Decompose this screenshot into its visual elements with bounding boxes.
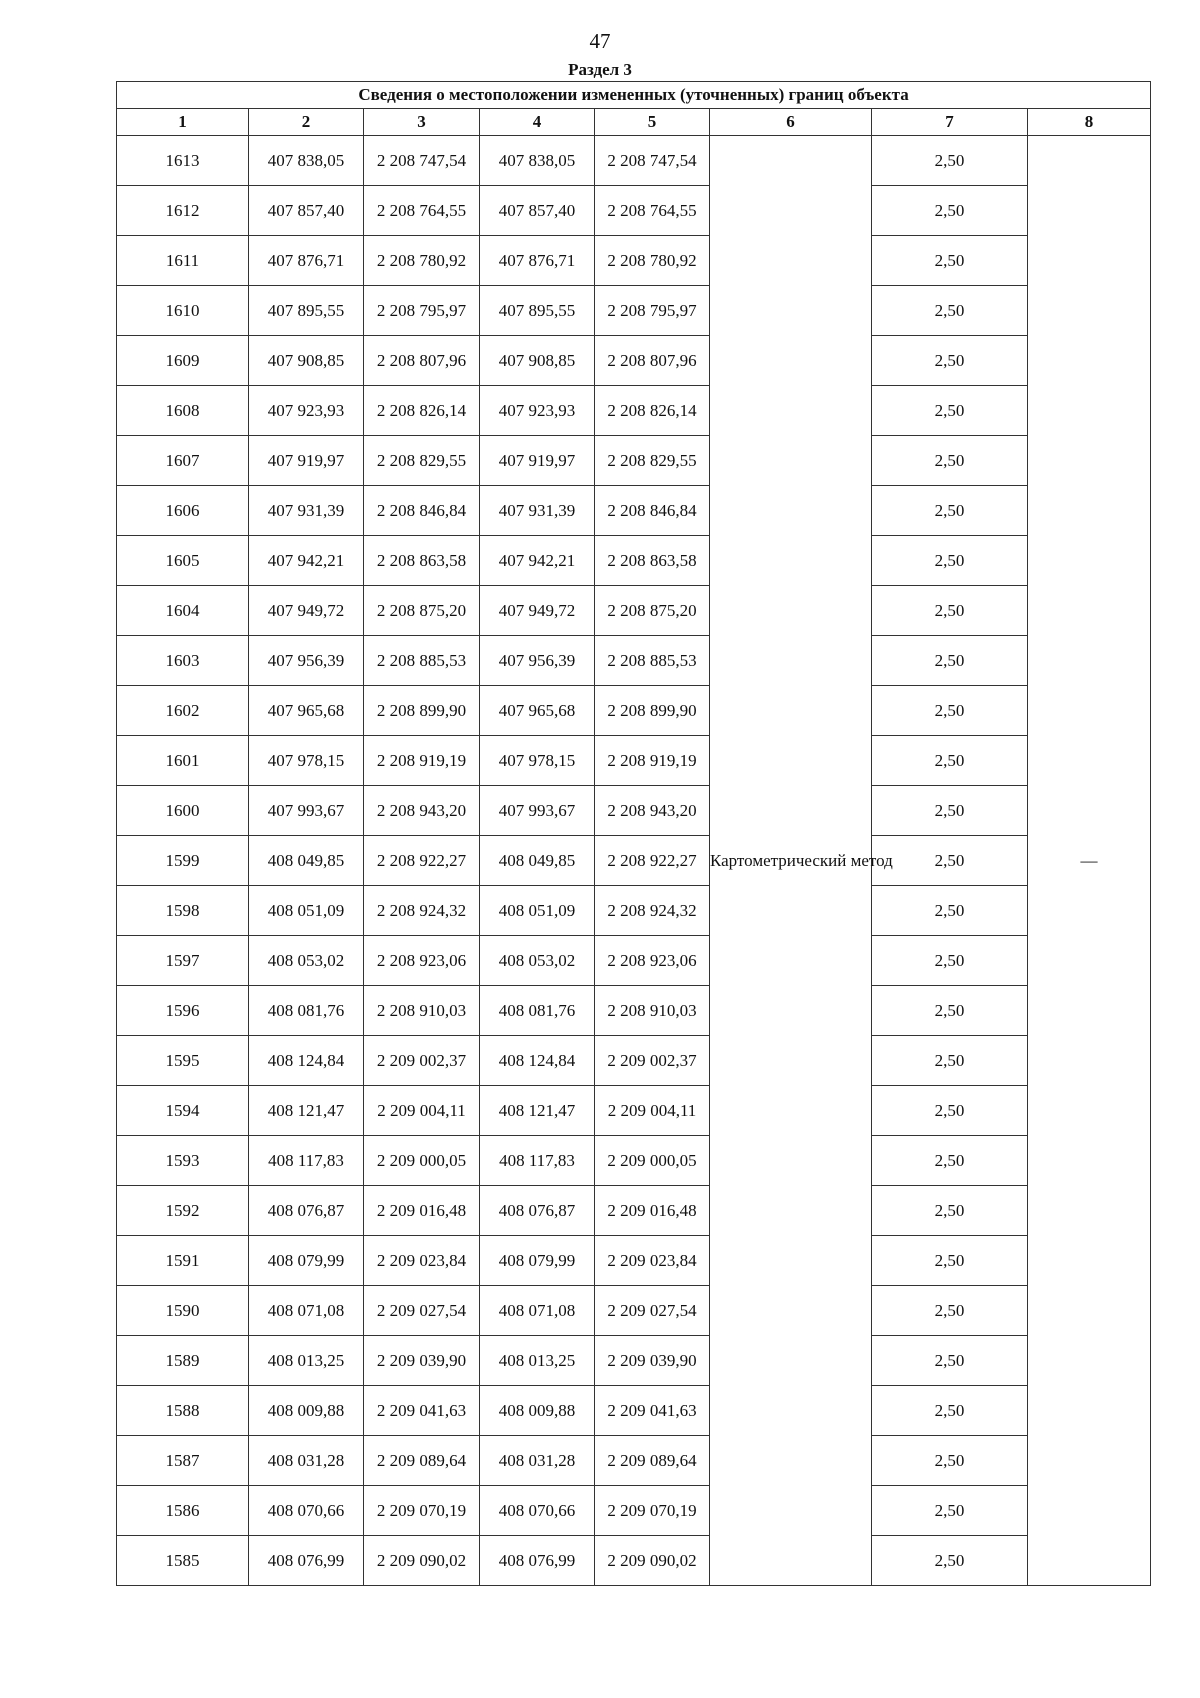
accuracy-cell: 2,50 <box>872 1386 1028 1436</box>
table-row <box>117 686 1151 736</box>
y-new-cell: 2 208 826,14 <box>595 386 710 436</box>
point-number-cell: 1592 <box>117 1186 249 1236</box>
y-old-cell: 2 208 924,32 <box>364 886 480 936</box>
table-row <box>117 536 1151 586</box>
x-new-cell: 408 081,76 <box>480 986 595 1036</box>
x-old-cell: 407 956,39 <box>249 636 364 686</box>
x-old-cell: 407 931,39 <box>249 486 364 536</box>
y-old-cell: 2 208 910,03 <box>364 986 480 1036</box>
y-new-cell: 2 208 875,20 <box>595 586 710 636</box>
point-number-cell: 1593 <box>117 1136 249 1186</box>
x-old-cell: 408 081,76 <box>249 986 364 1036</box>
y-new-cell: 2 209 000,05 <box>595 1136 710 1186</box>
y-new-cell: 2 208 807,96 <box>595 336 710 386</box>
x-new-cell: 408 071,08 <box>480 1286 595 1336</box>
point-number-cell: 1600 <box>117 786 249 836</box>
y-old-cell: 2 209 089,64 <box>364 1436 480 1486</box>
y-new-cell: 2 209 041,63 <box>595 1386 710 1436</box>
table-row <box>117 236 1151 286</box>
accuracy-cell: 2,50 <box>872 386 1028 436</box>
x-old-cell: 408 031,28 <box>249 1436 364 1486</box>
point-number-cell: 1591 <box>117 1236 249 1286</box>
x-old-cell: 407 942,21 <box>249 536 364 586</box>
x-new-cell: 408 009,88 <box>480 1386 595 1436</box>
x-new-cell: 407 857,40 <box>480 186 595 236</box>
page-number: 47 <box>589 29 611 53</box>
x-new-cell: 407 949,72 <box>480 586 595 636</box>
accuracy-cell: 2,50 <box>872 1536 1028 1586</box>
table-row <box>117 1486 1151 1536</box>
method-cell: Картометрический метод <box>710 136 872 1586</box>
accuracy-cell: 2,50 <box>872 836 1028 886</box>
x-new-cell: 407 956,39 <box>480 636 595 686</box>
y-old-cell: 2 209 070,19 <box>364 1486 480 1536</box>
accuracy-cell: 2,50 <box>872 736 1028 786</box>
x-old-cell: 407 876,71 <box>249 236 364 286</box>
accuracy-cell: 2,50 <box>872 586 1028 636</box>
accuracy-cell: 2,50 <box>872 686 1028 736</box>
y-old-cell: 2 209 000,05 <box>364 1136 480 1186</box>
table-row <box>117 886 1151 936</box>
point-number-cell: 1609 <box>117 336 249 386</box>
point-number-cell: 1594 <box>117 1086 249 1136</box>
y-old-cell: 2 208 875,20 <box>364 586 480 636</box>
y-new-cell: 2 208 885,53 <box>595 636 710 686</box>
y-new-cell: 2 209 023,84 <box>595 1236 710 1286</box>
x-new-cell: 408 076,99 <box>480 1536 595 1586</box>
x-new-cell: 408 117,83 <box>480 1136 595 1186</box>
x-new-cell: 408 124,84 <box>480 1036 595 1086</box>
table-row <box>117 386 1151 436</box>
section-title: Раздел 3 <box>568 60 632 79</box>
x-old-cell: 407 993,67 <box>249 786 364 836</box>
x-new-cell: 407 931,39 <box>480 486 595 536</box>
point-number-cell: 1607 <box>117 436 249 486</box>
y-old-cell: 2 208 923,06 <box>364 936 480 986</box>
table-row <box>117 186 1151 236</box>
table-row <box>117 286 1151 336</box>
accuracy-cell: 2,50 <box>872 1336 1028 1386</box>
y-old-cell: 2 208 899,90 <box>364 686 480 736</box>
x-old-cell: 407 895,55 <box>249 286 364 336</box>
table-row <box>117 1386 1151 1436</box>
y-new-cell: 2 209 039,90 <box>595 1336 710 1386</box>
point-number-cell: 1595 <box>117 1036 249 1086</box>
column-number: 7 <box>872 109 1028 136</box>
y-old-cell: 2 208 919,19 <box>364 736 480 786</box>
y-old-cell: 2 209 023,84 <box>364 1236 480 1286</box>
point-number-cell: 1588 <box>117 1386 249 1436</box>
point-number-cell: 1585 <box>117 1536 249 1586</box>
y-old-cell: 2 209 041,63 <box>364 1386 480 1436</box>
y-new-cell: 2 208 863,58 <box>595 536 710 586</box>
x-old-cell: 407 857,40 <box>249 186 364 236</box>
table-row <box>117 1286 1151 1336</box>
x-new-cell: 408 053,02 <box>480 936 595 986</box>
table-row <box>117 336 1151 386</box>
y-new-cell: 2 208 846,84 <box>595 486 710 536</box>
accuracy-cell: 2,50 <box>872 1086 1028 1136</box>
x-new-cell: 408 121,47 <box>480 1086 595 1136</box>
accuracy-cell: 2,50 <box>872 986 1028 1036</box>
accuracy-cell: 2,50 <box>872 536 1028 586</box>
table-row <box>117 986 1151 1036</box>
y-new-cell: 2 209 002,37 <box>595 1036 710 1086</box>
y-old-cell: 2 208 943,20 <box>364 786 480 836</box>
table-caption: Сведения о местоположении измененных (уточненных) границ объекта <box>117 82 1151 109</box>
x-new-cell: 408 049,85 <box>480 836 595 886</box>
x-old-cell: 408 053,02 <box>249 936 364 986</box>
y-old-cell: 2 208 807,96 <box>364 336 480 386</box>
y-new-cell: 2 209 090,02 <box>595 1536 710 1586</box>
table-row <box>117 736 1151 786</box>
y-old-cell: 2 208 780,92 <box>364 236 480 286</box>
point-number-cell: 1603 <box>117 636 249 686</box>
y-new-cell: 2 208 829,55 <box>595 436 710 486</box>
x-new-cell: 407 919,97 <box>480 436 595 486</box>
table-row <box>117 136 1151 186</box>
y-new-cell: 2 208 747,54 <box>595 136 710 186</box>
accuracy-cell: 2,50 <box>872 1186 1028 1236</box>
point-number-cell: 1604 <box>117 586 249 636</box>
x-new-cell: 408 076,87 <box>480 1186 595 1236</box>
y-new-cell: 2 208 795,97 <box>595 286 710 336</box>
y-new-cell: 2 208 924,32 <box>595 886 710 936</box>
accuracy-cell: 2,50 <box>872 1136 1028 1186</box>
y-old-cell: 2 209 004,11 <box>364 1086 480 1136</box>
x-new-cell: 408 079,99 <box>480 1236 595 1286</box>
x-new-cell: 407 978,15 <box>480 736 595 786</box>
y-old-cell: 2 208 795,97 <box>364 286 480 336</box>
y-old-cell: 2 209 039,90 <box>364 1336 480 1386</box>
table-row <box>117 1336 1151 1386</box>
column-number: 3 <box>364 109 480 136</box>
point-number-cell: 1612 <box>117 186 249 236</box>
x-old-cell: 407 923,93 <box>249 386 364 436</box>
table-row <box>117 1436 1151 1486</box>
point-number-cell: 1605 <box>117 536 249 586</box>
y-old-cell: 2 208 829,55 <box>364 436 480 486</box>
y-new-cell: 2 209 016,48 <box>595 1186 710 1236</box>
y-old-cell: 2 208 747,54 <box>364 136 480 186</box>
accuracy-cell: 2,50 <box>872 886 1028 936</box>
y-old-cell: 2 208 826,14 <box>364 386 480 436</box>
accuracy-cell: 2,50 <box>872 1286 1028 1336</box>
y-old-cell: 2 209 016,48 <box>364 1186 480 1236</box>
x-old-cell: 408 051,09 <box>249 886 364 936</box>
x-old-cell: 408 124,84 <box>249 1036 364 1086</box>
x-new-cell: 407 993,67 <box>480 786 595 836</box>
x-old-cell: 407 838,05 <box>249 136 364 186</box>
column-number: 5 <box>595 109 710 136</box>
x-new-cell: 407 965,68 <box>480 686 595 736</box>
y-old-cell: 2 209 002,37 <box>364 1036 480 1086</box>
column-number: 1 <box>117 109 249 136</box>
x-old-cell: 408 013,25 <box>249 1336 364 1386</box>
point-number-cell: 1613 <box>117 136 249 186</box>
y-new-cell: 2 208 910,03 <box>595 986 710 1036</box>
y-new-cell: 2 209 004,11 <box>595 1086 710 1136</box>
x-old-cell: 408 076,99 <box>249 1536 364 1586</box>
accuracy-cell: 2,50 <box>872 1036 1028 1086</box>
accuracy-cell: 2,50 <box>872 1436 1028 1486</box>
y-old-cell: 2 209 027,54 <box>364 1286 480 1336</box>
table-row <box>117 836 1151 886</box>
x-old-cell: 407 978,15 <box>249 736 364 786</box>
x-old-cell: 408 070,66 <box>249 1486 364 1536</box>
point-number-cell: 1597 <box>117 936 249 986</box>
table-row <box>117 1086 1151 1136</box>
point-number-cell: 1599 <box>117 836 249 886</box>
x-new-cell: 407 908,85 <box>480 336 595 386</box>
table-row <box>117 786 1151 836</box>
point-number-cell: 1587 <box>117 1436 249 1486</box>
y-new-cell: 2 208 780,92 <box>595 236 710 286</box>
x-new-cell: 407 876,71 <box>480 236 595 286</box>
table-row <box>117 486 1151 536</box>
table-row <box>117 436 1151 486</box>
y-new-cell: 2 208 922,27 <box>595 836 710 886</box>
table-row <box>117 1536 1151 1586</box>
y-new-cell: 2 209 027,54 <box>595 1286 710 1336</box>
x-old-cell: 408 117,83 <box>249 1136 364 1186</box>
table-row <box>117 1136 1151 1186</box>
y-new-cell: 2 209 089,64 <box>595 1436 710 1486</box>
point-number-cell: 1601 <box>117 736 249 786</box>
accuracy-cell: 2,50 <box>872 236 1028 286</box>
table-row <box>117 1236 1151 1286</box>
point-number-cell: 1586 <box>117 1486 249 1536</box>
x-new-cell: 408 070,66 <box>480 1486 595 1536</box>
x-new-cell: 407 838,05 <box>480 136 595 186</box>
y-old-cell: 2 208 764,55 <box>364 186 480 236</box>
x-old-cell: 408 071,08 <box>249 1286 364 1336</box>
point-number-cell: 1608 <box>117 386 249 436</box>
accuracy-cell: 2,50 <box>872 186 1028 236</box>
column-number: 4 <box>480 109 595 136</box>
accuracy-cell: 2,50 <box>872 286 1028 336</box>
point-number-cell: 1589 <box>117 1336 249 1386</box>
accuracy-cell: 2,50 <box>872 486 1028 536</box>
y-new-cell: 2 208 923,06 <box>595 936 710 986</box>
accuracy-cell: 2,50 <box>872 136 1028 186</box>
accuracy-cell: 2,50 <box>872 1236 1028 1286</box>
column-number-row <box>117 109 1151 136</box>
y-new-cell: 2 208 764,55 <box>595 186 710 236</box>
y-old-cell: 2 208 846,84 <box>364 486 480 536</box>
point-number-cell: 1610 <box>117 286 249 336</box>
y-new-cell: 2 208 919,19 <box>595 736 710 786</box>
x-new-cell: 408 031,28 <box>480 1436 595 1486</box>
column-number: 6 <box>710 109 872 136</box>
table-body <box>117 136 1151 1586</box>
y-new-cell: 2 209 070,19 <box>595 1486 710 1536</box>
x-old-cell: 408 121,47 <box>249 1086 364 1136</box>
point-number-cell: 1606 <box>117 486 249 536</box>
table-row <box>117 1186 1151 1236</box>
column-number: 8 <box>1028 109 1151 136</box>
x-old-cell: 408 049,85 <box>249 836 364 886</box>
y-new-cell: 2 208 943,20 <box>595 786 710 836</box>
x-old-cell: 407 965,68 <box>249 686 364 736</box>
y-old-cell: 2 209 090,02 <box>364 1536 480 1586</box>
y-old-cell: 2 208 885,53 <box>364 636 480 686</box>
x-new-cell: 408 051,09 <box>480 886 595 936</box>
y-old-cell: 2 208 922,27 <box>364 836 480 886</box>
point-number-cell: 1596 <box>117 986 249 1036</box>
x-old-cell: 407 949,72 <box>249 586 364 636</box>
x-new-cell: 407 895,55 <box>480 286 595 336</box>
accuracy-cell: 2,50 <box>872 636 1028 686</box>
point-number-cell: 1611 <box>117 236 249 286</box>
x-old-cell: 408 079,99 <box>249 1236 364 1286</box>
accuracy-cell: 2,50 <box>872 336 1028 386</box>
y-old-cell: 2 208 863,58 <box>364 536 480 586</box>
note-cell: — <box>1028 136 1151 1586</box>
x-new-cell: 407 923,93 <box>480 386 595 436</box>
table-row <box>117 1036 1151 1086</box>
point-number-cell: 1602 <box>117 686 249 736</box>
accuracy-cell: 2,50 <box>872 936 1028 986</box>
x-new-cell: 407 942,21 <box>480 536 595 586</box>
table-row <box>117 936 1151 986</box>
x-old-cell: 408 009,88 <box>249 1386 364 1436</box>
accuracy-cell: 2,50 <box>872 1486 1028 1536</box>
point-number-cell: 1598 <box>117 886 249 936</box>
x-old-cell: 407 908,85 <box>249 336 364 386</box>
column-number: 2 <box>249 109 364 136</box>
point-number-cell: 1590 <box>117 1286 249 1336</box>
x-new-cell: 408 013,25 <box>480 1336 595 1386</box>
accuracy-cell: 2,50 <box>872 436 1028 486</box>
table-row <box>117 636 1151 686</box>
coordinates-table <box>116 81 1151 1586</box>
y-new-cell: 2 208 899,90 <box>595 686 710 736</box>
x-old-cell: 408 076,87 <box>249 1186 364 1236</box>
table-row <box>117 586 1151 636</box>
x-old-cell: 407 919,97 <box>249 436 364 486</box>
accuracy-cell: 2,50 <box>872 786 1028 836</box>
